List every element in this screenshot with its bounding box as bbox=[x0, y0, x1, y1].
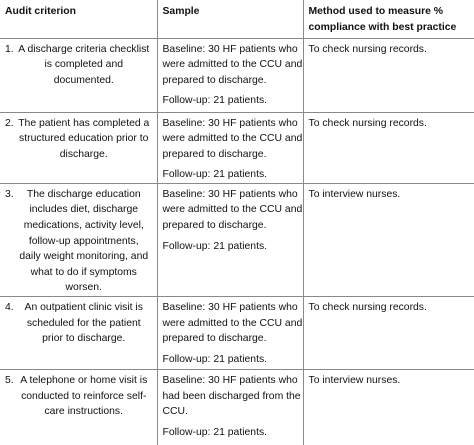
criterion-number: 5. bbox=[5, 375, 14, 387]
method-cell: To check nursing records. bbox=[303, 38, 474, 112]
table-row bbox=[0, 112, 474, 183]
criterion-cell bbox=[0, 370, 157, 445]
criterion-number: 4. bbox=[5, 302, 14, 314]
method-cell: To check nursing records. bbox=[303, 297, 474, 370]
sample-cell bbox=[157, 183, 303, 296]
sample-followup: Follow-up: 21 patients. bbox=[162, 95, 268, 107]
sample-cell bbox=[157, 297, 303, 370]
sample-followup: Follow-up: 21 patients. bbox=[162, 240, 268, 252]
header-criterion: Audit criterion bbox=[0, 0, 157, 38]
criterion-cell bbox=[0, 297, 157, 370]
sample-cell bbox=[157, 38, 303, 112]
criterion-text: The discharge education includes diet, discharge medications, activity level, follow-up appointments, daily weight monitoring, and what to do if symptoms worsen. bbox=[19, 188, 149, 294]
table-row bbox=[0, 297, 474, 370]
criterion-cell bbox=[0, 183, 157, 296]
criterion-number: 1. bbox=[5, 43, 14, 55]
criterion-number: 3. bbox=[5, 188, 14, 200]
sample-baseline: Baseline: 30 HF patients who were admitted to the CCU and prepared to discharge. bbox=[162, 302, 303, 345]
criterion-text: A telephone or home visit is conducted to reinforce self-care instructions. bbox=[20, 375, 148, 418]
table-row bbox=[0, 38, 474, 112]
criterion-cell bbox=[0, 112, 157, 183]
criterion-text: A discharge criteria checklist is completed and documented. bbox=[18, 43, 150, 86]
header-sample: Sample bbox=[157, 0, 303, 38]
method-cell: To interview nurses. bbox=[303, 183, 474, 296]
sample-followup: Follow-up: 21 patients. bbox=[162, 353, 268, 365]
header-method: Method used to measure % compliance with best practice bbox=[303, 0, 474, 38]
sample-cell bbox=[157, 112, 303, 183]
sample-baseline: Baseline: 30 HF patients who were admitted to the CCU and prepared to discharge. bbox=[162, 117, 303, 160]
criterion-text: The patient has completed a structured education prior to discharge. bbox=[18, 117, 150, 160]
criterion-number: 2. bbox=[5, 117, 14, 129]
method-cell: To check nursing records. bbox=[303, 112, 474, 183]
criterion-cell bbox=[0, 38, 157, 112]
sample-baseline: Baseline: 30 HF patients who had been discharged from the CCU. bbox=[162, 375, 301, 418]
sample-followup: Follow-up: 21 patients. bbox=[162, 426, 268, 438]
table-row bbox=[0, 183, 474, 296]
sample-baseline: Baseline: 30 HF patients who were admitted to the CCU and prepared to discharge. bbox=[162, 43, 303, 86]
table-row bbox=[0, 370, 474, 445]
criterion-text: An outpatient clinic visit is scheduled for the patient prior to discharge. bbox=[24, 302, 143, 345]
sample-followup: Follow-up: 21 patients. bbox=[162, 169, 268, 181]
method-cell: To interview nurses. bbox=[303, 370, 474, 445]
header-row bbox=[0, 0, 474, 38]
sample-cell bbox=[157, 370, 303, 445]
sample-baseline: Baseline: 30 HF patients who were admitted to the CCU and prepared to discharge. bbox=[162, 188, 303, 232]
